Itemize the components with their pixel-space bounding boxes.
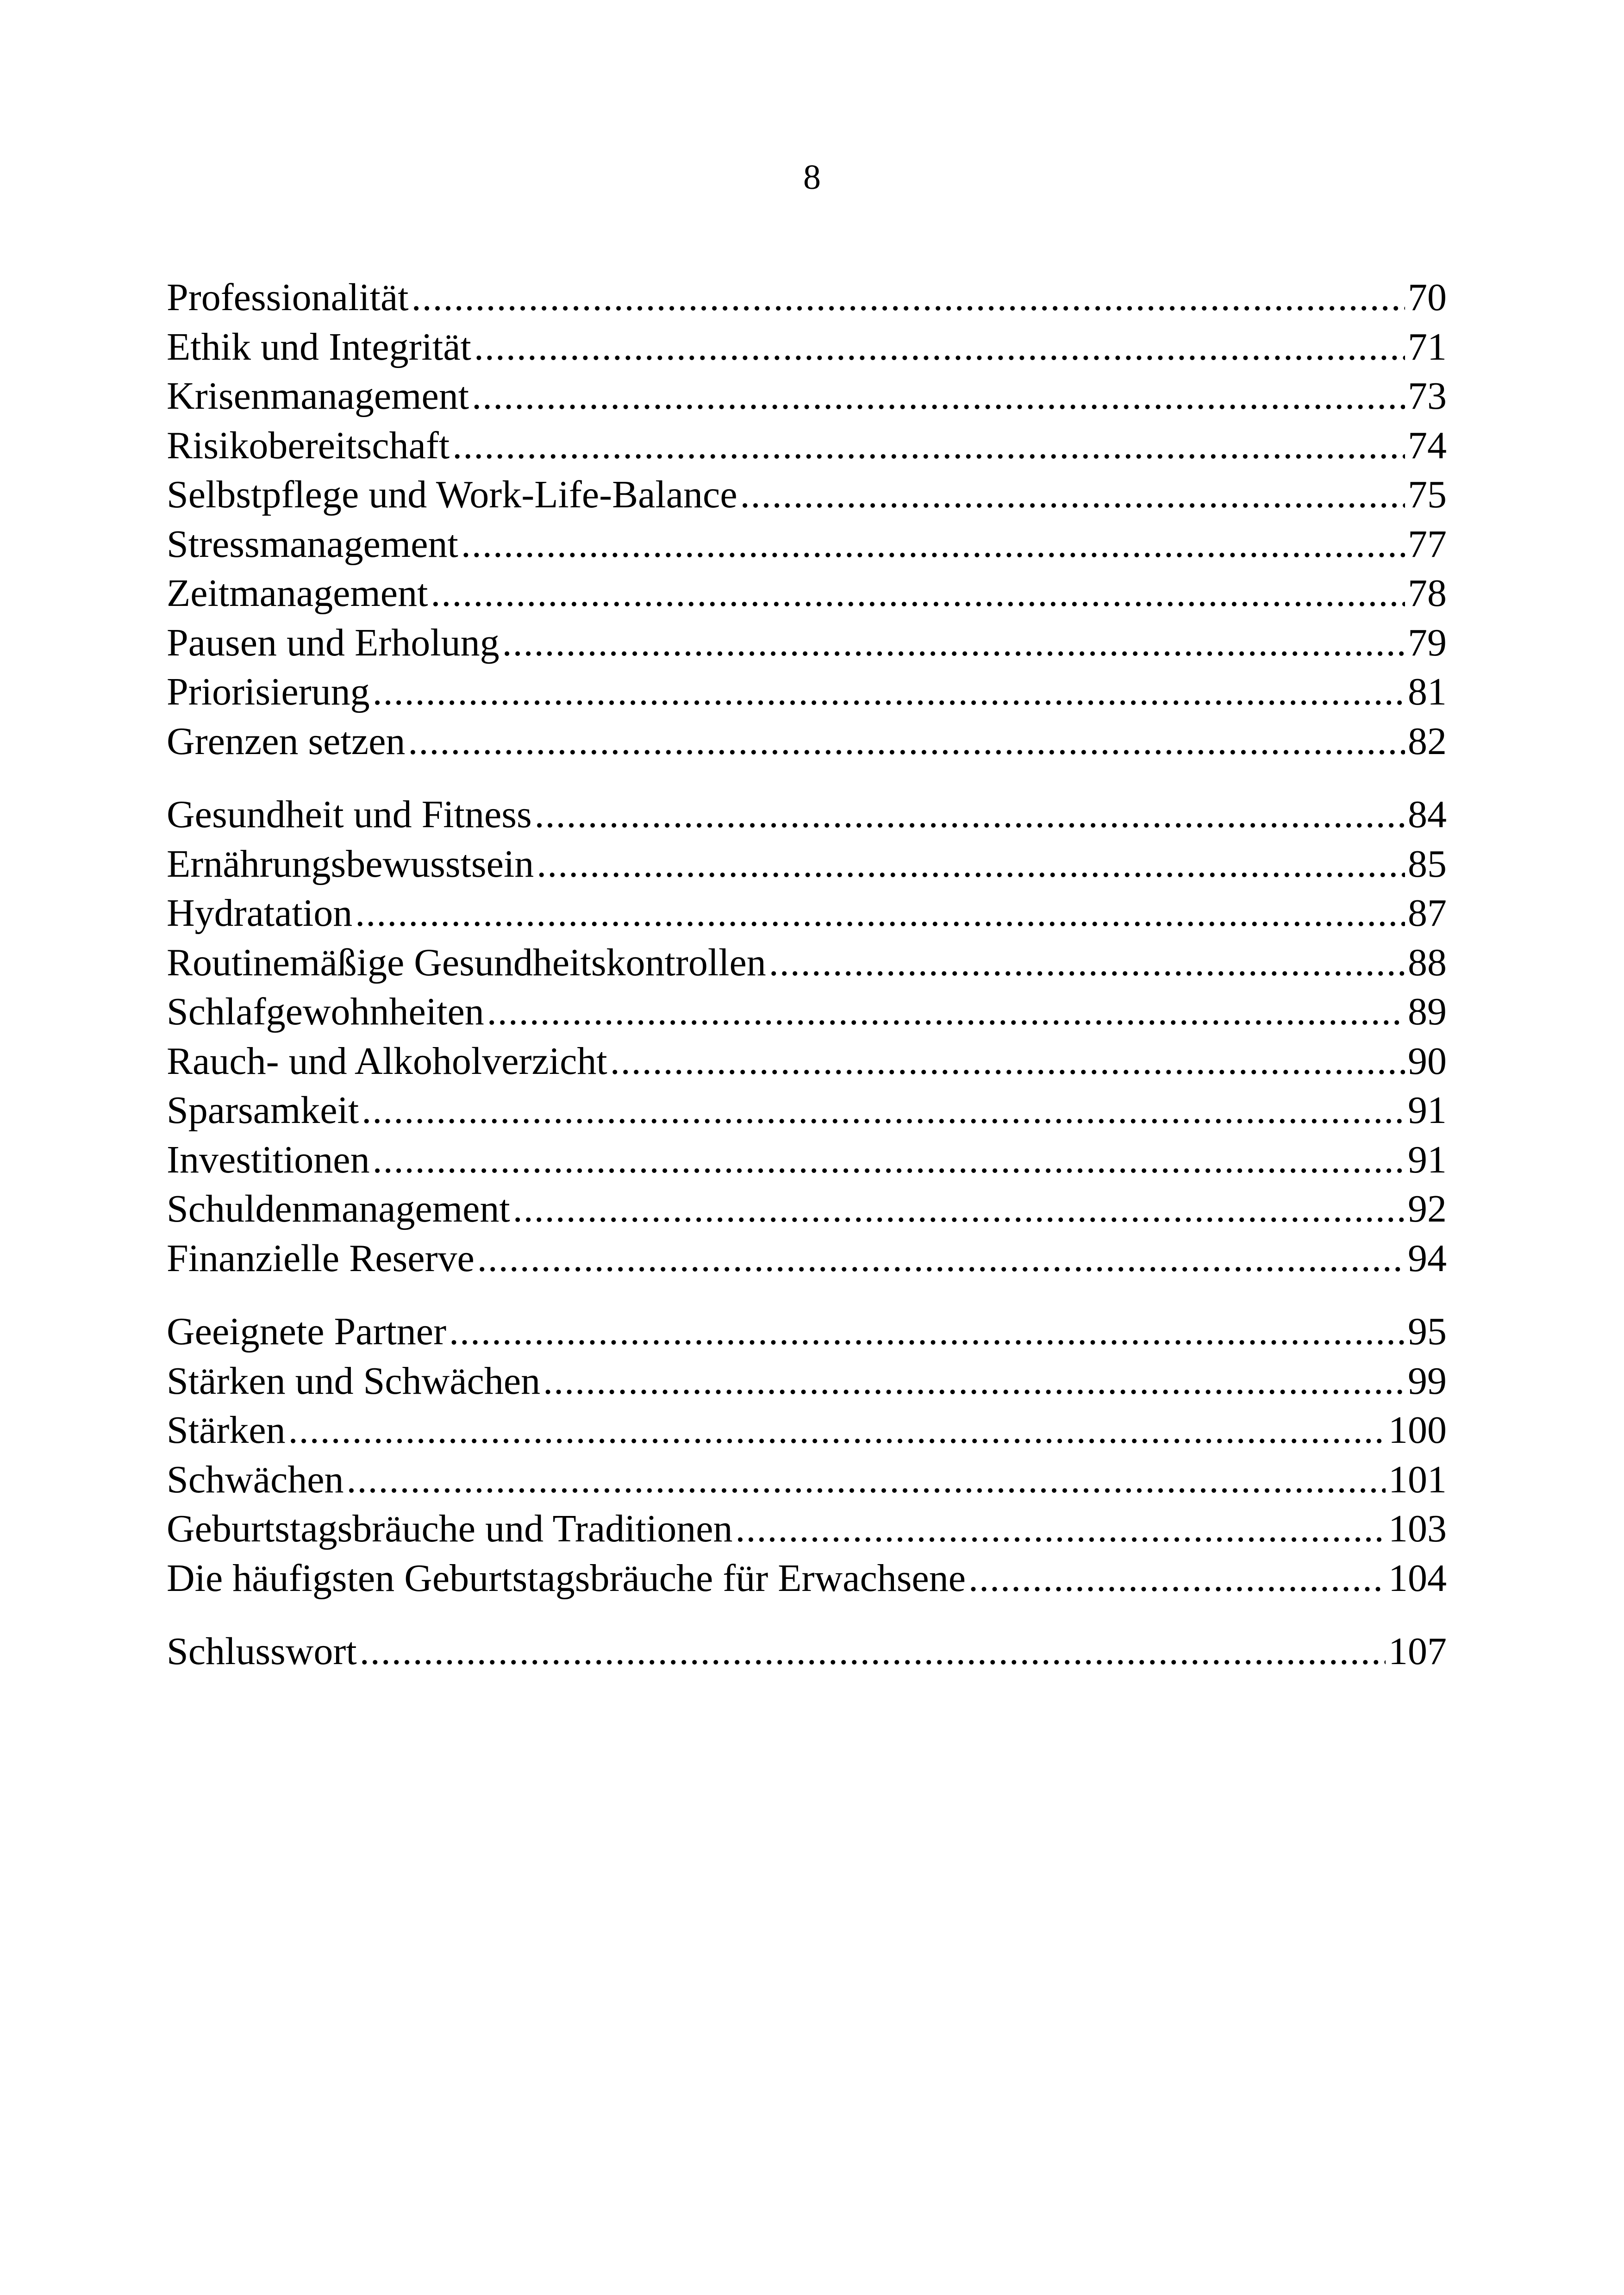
- toc-entry: [167, 421, 1447, 471]
- toc-entry-title: Geburtstagsbräuche und Traditionen: [167, 1507, 733, 1550]
- toc-dot-leader: [502, 618, 1405, 668]
- toc-entry-page: 92: [1408, 1187, 1447, 1230]
- toc-entry-page: 87: [1408, 892, 1447, 935]
- toc-dot-leader: [347, 1455, 1386, 1505]
- toc-entry: [167, 520, 1447, 569]
- toc-entry-title: Pausen und Erholung: [167, 621, 500, 664]
- toc-dot-leader: [373, 1135, 1405, 1185]
- toc-entry-title: Ernährungsbewusstsein: [167, 842, 534, 886]
- toc-entry-title: Stärken: [167, 1409, 286, 1452]
- toc-entry-page: 89: [1408, 990, 1447, 1033]
- toc-entry: [167, 1357, 1447, 1406]
- toc-entry-page: 75: [1408, 473, 1447, 516]
- toc-entry: [167, 1135, 1447, 1185]
- toc-entry: [167, 323, 1447, 372]
- toc-entry: [167, 1037, 1447, 1086]
- toc-group: [167, 790, 1447, 1283]
- toc-entry-page: 74: [1408, 424, 1447, 467]
- toc-entry-title: Die häufigsten Geburtstagsbräuche für Erwachsene: [167, 1556, 966, 1600]
- toc-entry-page: 73: [1408, 374, 1447, 418]
- toc-dot-leader: [769, 938, 1405, 988]
- toc-entry-page: 85: [1408, 842, 1447, 886]
- toc-entry-title: Routinemäßige Gesundheitskontrollen: [167, 941, 766, 984]
- toc-entry: [167, 1086, 1447, 1135]
- toc-group: [167, 1307, 1447, 1603]
- toc-dot-leader: [487, 987, 1405, 1037]
- toc-entry: [167, 1185, 1447, 1234]
- toc-entry-title: Sparsamkeit: [167, 1089, 359, 1132]
- toc-dot-leader: [461, 520, 1405, 569]
- toc-entry: [167, 1307, 1447, 1357]
- toc-dot-leader: [968, 1554, 1386, 1603]
- toc-entry-title: Priorisierung: [167, 670, 370, 713]
- toc-dot-leader: [355, 889, 1405, 938]
- toc-entry-title: Krisenmanagement: [167, 374, 469, 418]
- toc-dot-leader: [412, 273, 1405, 323]
- toc-entry-page: 99: [1408, 1359, 1447, 1403]
- toc-entry-page: 81: [1408, 670, 1447, 713]
- toc-dot-leader: [360, 1627, 1386, 1677]
- toc-entry-page: 91: [1408, 1089, 1447, 1132]
- toc-entry-title: Geeignete Partner: [167, 1310, 447, 1353]
- toc-entry: [167, 790, 1447, 840]
- toc-entry-title: Grenzen setzen: [167, 719, 406, 763]
- toc-entry-title: Investitionen: [167, 1138, 370, 1181]
- toc-entry: [167, 273, 1447, 323]
- toc-entry-page: 94: [1408, 1236, 1447, 1280]
- toc-entry: [167, 1234, 1447, 1284]
- toc-entry: [167, 1504, 1447, 1554]
- toc-entry-title: Stärken und Schwächen: [167, 1359, 541, 1403]
- toc-entry: [167, 840, 1447, 889]
- toc-entry: [167, 938, 1447, 988]
- toc-entry-title: Selbstpflege und Work-Life-Balance: [167, 473, 737, 516]
- toc-entry-title: Risikobereitschaft: [167, 424, 450, 467]
- toc-entry: [167, 717, 1447, 767]
- toc-entry: [167, 1554, 1447, 1603]
- toc-entry-title: Stressmanagement: [167, 522, 458, 566]
- toc-entry-page: 82: [1408, 719, 1447, 763]
- toc-entry-page: 107: [1388, 1630, 1447, 1673]
- toc-entry-page: 104: [1388, 1556, 1447, 1600]
- toc-entry: [167, 470, 1447, 520]
- toc-entry: [167, 569, 1447, 618]
- toc-entry-page: 100: [1388, 1409, 1447, 1452]
- toc-entry-page: 70: [1408, 276, 1447, 319]
- toc-entry: [167, 987, 1447, 1037]
- toc-dot-leader: [472, 372, 1405, 421]
- toc-dot-leader: [735, 1504, 1386, 1554]
- toc-dot-leader: [474, 323, 1405, 372]
- toc-entry-page: 84: [1408, 793, 1447, 836]
- page-number: 8: [803, 158, 821, 197]
- toc-entry-page: 88: [1408, 941, 1447, 984]
- toc-dot-leader: [373, 667, 1405, 717]
- toc-entry-page: 95: [1408, 1310, 1447, 1353]
- toc-dot-leader: [408, 717, 1405, 767]
- toc-entry-title: Gesundheit und Fitness: [167, 793, 532, 836]
- toc-entry-page: 91: [1408, 1138, 1447, 1181]
- toc-dot-leader: [537, 840, 1405, 889]
- toc-entry-title: Professionalität: [167, 276, 409, 319]
- toc-entry: [167, 1406, 1447, 1455]
- toc-entry-page: 101: [1388, 1458, 1447, 1501]
- toc-entry-page: 71: [1408, 325, 1447, 368]
- toc-dot-leader: [431, 569, 1405, 618]
- toc-dot-leader: [513, 1185, 1405, 1234]
- toc-entry-title: Zeitmanagement: [167, 572, 428, 615]
- toc-dot-leader: [288, 1406, 1386, 1455]
- toc-group: [167, 1627, 1447, 1677]
- toc-dot-leader: [477, 1234, 1405, 1284]
- toc-entry: [167, 1627, 1447, 1677]
- toc-entry-title: Rauch- und Alkoholverzicht: [167, 1039, 607, 1083]
- toc-entry-title: Schlafgewohnheiten: [167, 990, 484, 1033]
- toc-entry-title: Finanzielle Reserve: [167, 1236, 475, 1280]
- toc-entry-page: 77: [1408, 522, 1447, 566]
- toc-entry-title: Hydratation: [167, 892, 353, 935]
- toc-entry: [167, 1455, 1447, 1505]
- toc-entry-page: 79: [1408, 621, 1447, 664]
- toc-entry-title: Schlusswort: [167, 1630, 357, 1673]
- toc-entry-page: 90: [1408, 1039, 1447, 1083]
- toc-entry-page: 103: [1388, 1507, 1447, 1550]
- toc-entry: [167, 667, 1447, 717]
- toc-dot-leader: [535, 790, 1405, 840]
- toc-entry: [167, 618, 1447, 668]
- toc-dot-leader: [449, 1307, 1405, 1357]
- toc-group: [167, 273, 1447, 766]
- toc-dot-leader: [543, 1357, 1405, 1406]
- toc-entry-title: Ethik und Integrität: [167, 325, 471, 368]
- toc-entry: [167, 372, 1447, 421]
- table-of-contents: [167, 273, 1447, 1701]
- toc-dot-leader: [452, 421, 1405, 471]
- toc-entry-page: 78: [1408, 572, 1447, 615]
- toc-entry: [167, 889, 1447, 938]
- toc-dot-leader: [740, 470, 1405, 520]
- toc-dot-leader: [610, 1037, 1405, 1086]
- toc-entry-title: Schwächen: [167, 1458, 344, 1501]
- toc-entry-title: Schuldenmanagement: [167, 1187, 510, 1230]
- toc-dot-leader: [362, 1086, 1405, 1135]
